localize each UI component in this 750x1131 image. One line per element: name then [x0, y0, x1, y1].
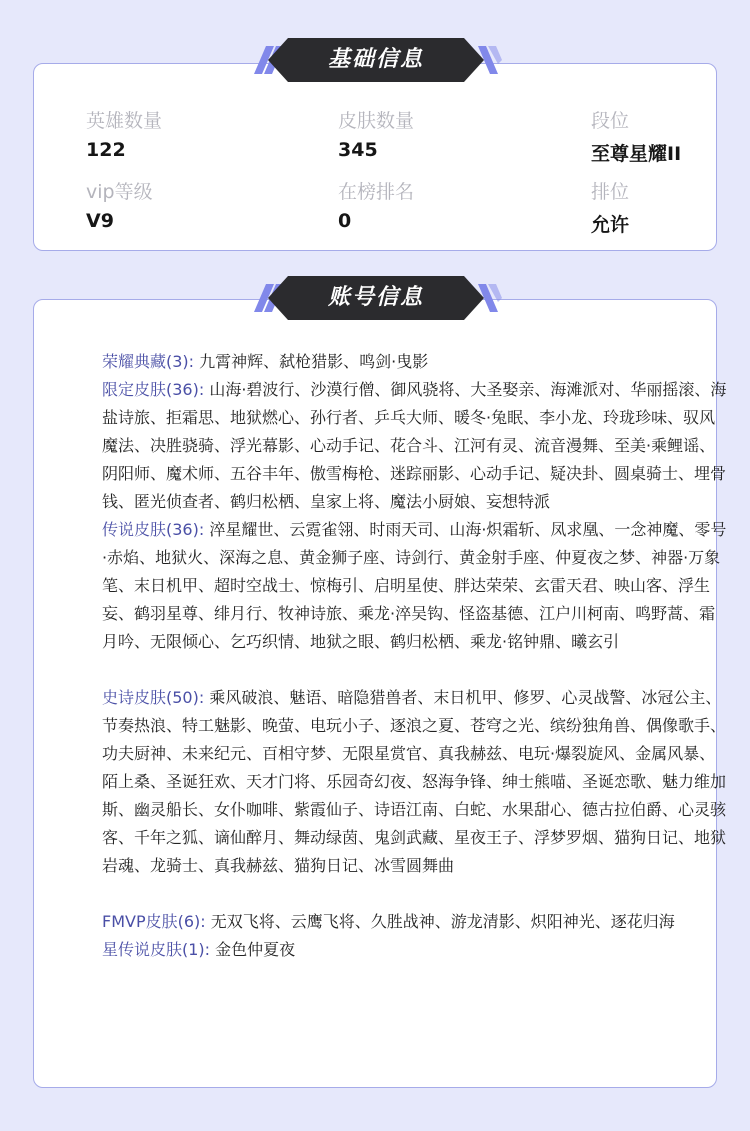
skin-group-label: 限定皮肤(36):	[102, 380, 205, 399]
skin-group-items: 金色仲夏夜	[215, 940, 296, 959]
stat-label: 英雄数量	[86, 110, 163, 132]
section-banner-basic	[250, 38, 502, 82]
stat-value: 0	[338, 210, 352, 232]
stat-skin-count	[338, 106, 414, 161]
skin-group-honor-collection	[102, 348, 730, 376]
skin-list	[102, 348, 730, 964]
basic-info-card	[33, 63, 717, 251]
skin-group-label: 荣耀典藏(3):	[102, 352, 195, 371]
skin-group-epic	[102, 684, 730, 880]
skin-group-items: 淬星耀世、云霓雀翎、时雨天司、山海·炽霜斩、凤求凰、一念神魔、零号·赤焰、地狱火、深海之息、黄金狮子座、诗剑行、黄金射手座、仲夏夜之梦、神器·万象笔、末日机甲、超时空战士、惊梅引、启明星使、胖达荣荣、玄雷天君、映山客、浮生妄、鹤羽星尊、绯月行、牧神诗旅、乘龙·淬吴钩、怪盗基德、江户川柯南、鸣野蒿、霜月吟、无限倾心、乞巧织情、地狱之眼、鹤归松栖、乘龙·铭钟鼎、曦玄引	[102, 520, 727, 651]
stat-vip-level	[86, 177, 153, 232]
stat-rank-tier	[591, 106, 681, 166]
stat-ranked	[591, 177, 629, 237]
skin-group-label: 史诗皮肤(50):	[102, 688, 205, 707]
account-info-card	[33, 299, 727, 1088]
stat-value: 122	[86, 139, 126, 161]
skin-group-label: FMVP皮肤(6):	[102, 912, 206, 931]
skin-group-items: 山海·碧波行、沙漠行僧、御风骁将、大圣娶亲、海滩派对、华丽摇滚、海盐诗旅、拒霜思、地狱燃心、孙行者、乒乓大师、暖冬·兔眠、李小龙、玲珑珍味、驭风魔法、决胜骁骑、浮光幕影、心动手记、花合斗、江河有灵、流音漫舞、至美·乘鲤谣、阴阳师、魔术师、五谷丰年、傲雪梅枪、迷踪丽影、心动手记、疑决卦、圆桌骑士、埋骨钱、匿光侦查者、鹤归松栖、皇家上将、魔法小厨娘、妄想特派	[102, 380, 727, 511]
section-banner-account	[250, 276, 502, 320]
skin-group-label: 星传说皮肤(1):	[102, 940, 211, 959]
skin-group-items: 乘风破浪、魅语、暗隐猎兽者、末日机甲、修罗、心灵战警、冰冠公主、节奏热浪、特工魅影、晚萤、电玩小子、逐浪之夏、苍穹之光、缤纷独角兽、偶像歌手、功夫厨神、未来纪元、百相守梦、无限星赏官、真我赫兹、电玩·爆裂旋风、金属风暴、陌上桑、圣诞狂欢、天才门将、乐园奇幻夜、怒海争锋、绅士熊喵、圣诞恋歌、魅力维加斯、幽灵船长、女仆咖啡、紫霞仙子、诗语江南、白蛇、水果甜心、德古拉伯爵、心灵骇客、千年之狐、谪仙醉月、舞动绿茵、鬼剑武藏、星夜王子、浮梦罗烟、猫狗日记、地狱岩魂、龙骑士、真我赫兹、猫狗日记、冰雪圆舞曲	[102, 688, 727, 875]
stat-label: 排位	[591, 181, 630, 203]
stat-value: 允许	[591, 214, 630, 236]
stat-label: vip等级	[86, 181, 153, 203]
stat-value: V9	[86, 210, 114, 232]
skin-group-items: 九霄神辉、弑枪猎影、鸣剑·曳影	[199, 352, 429, 371]
skin-group-label: 传说皮肤(36):	[102, 520, 205, 539]
stat-label: 段位	[591, 110, 630, 132]
basic-info-title: 基础信息	[327, 47, 424, 72]
stat-hero-count	[86, 106, 162, 161]
skin-group-star-legend	[102, 936, 730, 964]
stat-leaderboard	[338, 177, 414, 232]
stat-value: 345	[338, 139, 378, 161]
skin-group-limited	[102, 376, 730, 516]
skin-group-items: 无双飞将、云鹰飞将、久胜战神、游龙清影、炽阳神光、逐花归海	[210, 912, 675, 931]
stat-label: 在榜排名	[338, 181, 415, 203]
stat-value: 至尊星耀II	[591, 143, 682, 165]
skin-group-fmvp	[102, 908, 730, 936]
stat-label: 皮肤数量	[338, 110, 415, 132]
account-info-title: 账号信息	[327, 285, 424, 310]
skin-group-legendary	[102, 516, 730, 656]
